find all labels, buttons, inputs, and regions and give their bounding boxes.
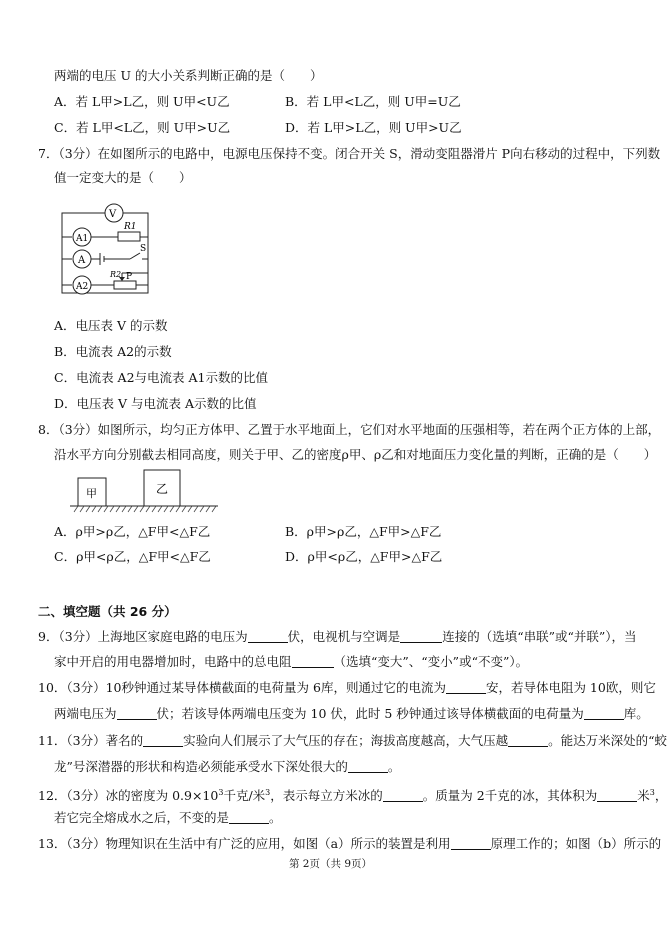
q8-cubes-diagram (70, 466, 220, 516)
q6-option-d: D．若 L甲>L乙，则 U甲>U乙 (285, 120, 462, 135)
q10-text-2: 安，若导体电阻为 10欧，则它 (485, 680, 656, 695)
q11-blank-3[interactable] (348, 760, 388, 773)
q6-option-a: A．若 L甲>L乙，则 U甲<U乙 (54, 94, 230, 109)
q12-text-7: 若它完全熔成水之后，不变的是 (54, 810, 230, 825)
cube-label-yi: 乙 (156, 482, 169, 496)
q6-option-b: B．若 L甲<L乙，则 U甲=U乙 (285, 94, 461, 109)
q6-continuation: 两端的电压 U 的大小关系判断正确的是（ ） (54, 68, 323, 83)
q7-option-a: A．电压表 V 的示数 (54, 318, 168, 333)
q9-blank-1[interactable] (248, 630, 288, 643)
circuit-label-v: V (109, 209, 117, 220)
section-fill-in-title: 二、填空题（共 26 分） (38, 604, 177, 619)
circuit-label-a: A (78, 255, 86, 266)
q12-text-1: 12．（3分）冰的密度为 0.9×10 (38, 788, 219, 804)
q7-stem-line1: 7．（3分）在如图所示的电路中，电源电压保持不变。闭合开关 S，滑动变阻器滑片 P向右移动的过程中，下列数 (38, 146, 661, 161)
q8-option-d: D．ρ甲<ρ乙，△F甲>△F乙 (285, 549, 443, 564)
q11-text-5: 。 (387, 759, 401, 774)
q8-stem-line2: 沿水平方向分别截去相同高度，则关于甲、乙的密度ρ甲、ρ乙和对地面压力变化量的判断，正确的是（ ） (54, 447, 657, 462)
page-footer: 第 2页（共 9页） (288, 858, 373, 870)
q8-option-c: C．ρ甲<ρ乙，△F甲<△F乙 (54, 549, 211, 564)
q7-circuit-diagram (56, 197, 168, 301)
q9-text-2: 伏，电视机与空调是 (287, 629, 401, 644)
q9-blank-2[interactable] (400, 630, 442, 643)
circuit-label-p: P (126, 272, 133, 282)
q12-text-8: 。 (269, 810, 282, 825)
q12-blank-2[interactable] (597, 789, 637, 802)
q8-option-b: B．ρ甲>ρ乙，△F甲>△F乙 (285, 524, 442, 539)
q12-line2 (54, 810, 282, 826)
q11-blank-2[interactable] (508, 734, 548, 747)
q11-text-4: 龙”号深潜器的形状和构造必须能承受水下深处很大的 (54, 759, 348, 774)
circuit-label-r2: R2 (110, 270, 122, 279)
q7-option-d: D．电压表 V 与电流表 A示数的比值 (54, 396, 257, 411)
circuit-label-s: S (140, 244, 147, 254)
q10-text-3: 两端电压为 (54, 706, 117, 721)
q10-text-4: 伏；若该导体两端电压变为 10 伏，此时 5 秒钟通过该导体横截面的电荷量为 (156, 706, 584, 721)
q12-text-5: 米 (637, 788, 650, 804)
circuit-label-a2: A2 (76, 282, 89, 292)
cube-label-jia: 甲 (86, 487, 97, 500)
q12-text-3: ，表示每立方米冰的 (270, 788, 383, 804)
q9-text-4: 家中开启的用电器增加时，电路中的总电阻 (54, 654, 292, 669)
q7-stem-line2: 值一定变大的是（ ） (54, 170, 192, 185)
q7-option-b: B．电流表 A2的示数 (54, 344, 172, 359)
q8-option-a: A．ρ甲>ρ乙，△F甲<△F乙 (54, 524, 211, 539)
q8-stem-line1: 8．（3分）如图所示，均匀正方体甲、乙置于水平地面上，它们对水平地面的压强相等，若在两个正方体的上部， (38, 422, 661, 437)
q13-blank-1[interactable] (451, 837, 491, 850)
q9-text-3: 连接的（选填“串联”或“并联”），当 (442, 629, 637, 644)
q11-blank-1[interactable] (143, 734, 183, 747)
q9-line2 (54, 654, 528, 670)
q7-option-c: C．电流表 A2与电流表 A1示数的比值 (54, 370, 268, 385)
q6-option-c: C．若 L甲<L乙，则 U甲>U乙 (54, 120, 231, 135)
q12-sup-3: 3 (649, 788, 655, 797)
q12-sup-2: 3 (265, 788, 271, 797)
q9-text-1: 9．（3分）上海地区家庭电路的电压为 (38, 629, 248, 644)
q11-line1 (38, 733, 667, 749)
q10-blank-2[interactable] (117, 707, 157, 720)
q10-line2 (54, 706, 649, 722)
q10-blank-1[interactable] (446, 681, 486, 694)
q12-sup-1: 3 (218, 788, 224, 797)
q9-line1 (38, 629, 637, 645)
q10-blank-3[interactable] (584, 707, 624, 720)
q11-text-2: 实验向人们展示了大气压的存在；海拔高度越高，大气压越 (183, 733, 509, 748)
q12-text-6: ， (654, 788, 667, 804)
q9-text-5: （选填“变大”、“变小”或“不变”）。 (333, 654, 529, 669)
q13-text-2: 原理工作的；如图（b）所示的 (490, 836, 662, 851)
q10-line1 (38, 680, 656, 696)
q9-blank-3[interactable] (292, 655, 334, 668)
q11-text-3: 。能达万米深处的“蛟 (548, 733, 667, 748)
q13-text-1: 13．（3分）物理知识在生活中有广泛的应用，如图（a）所示的装置是利用 (38, 836, 451, 851)
circuit-label-a1: A1 (76, 234, 89, 244)
q12-blank-3[interactable] (229, 811, 269, 824)
q13-line1 (38, 836, 661, 852)
circuit-label-r1: R1 (124, 222, 137, 232)
q12-text-2: 千克/米 (223, 788, 266, 804)
q11-text-1: 11．（3分）著名的 (38, 733, 144, 748)
q12-line1 (38, 785, 667, 804)
q11-line2 (54, 759, 400, 775)
q10-text-1: 10．（3分）10秒钟通过某导体横截面的电荷量为 6库，则通过它的电流为 (38, 680, 446, 695)
q12-text-4: 。质量为 2千克的冰，其体积为 (422, 788, 598, 804)
q12-blank-1[interactable] (383, 789, 423, 802)
q10-text-5: 库。 (623, 706, 649, 721)
